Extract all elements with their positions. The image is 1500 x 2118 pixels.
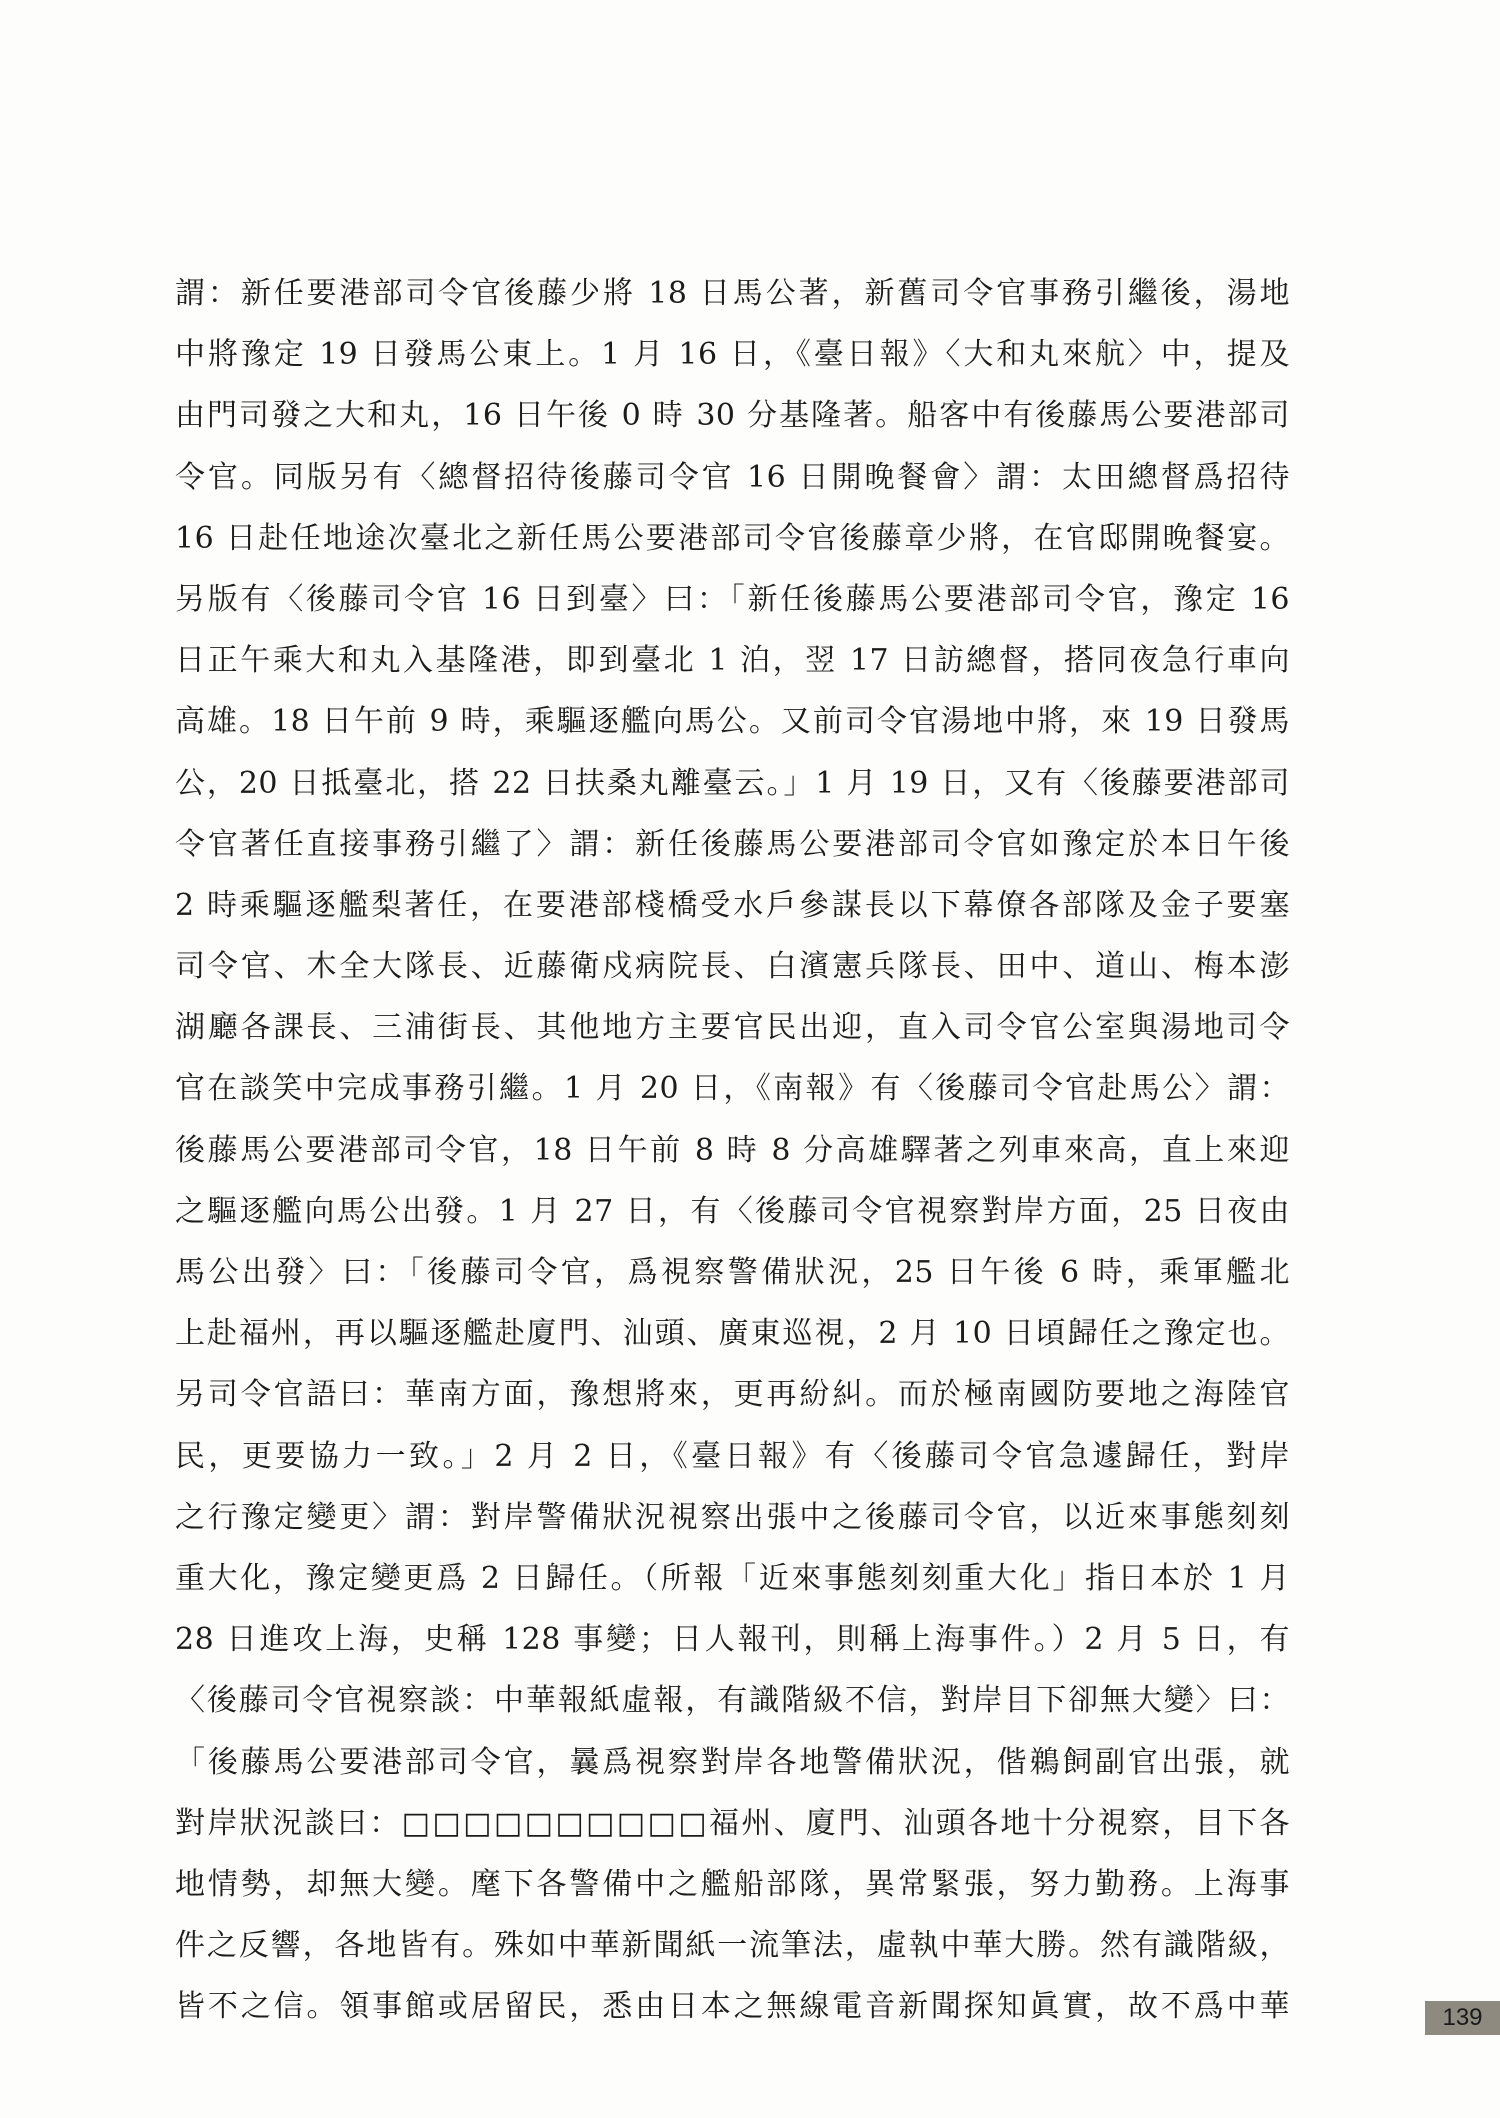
text-line: 日正午乘大和丸入基隆港，即到臺北 1 泊，翌 17 日訪總督，搭同夜急行車向	[175, 643, 1290, 679]
text-line: 公，20 日抵臺北，搭 22 日扶桑丸離臺云。」1 月 19 日，又有〈後藤要港部司	[175, 765, 1290, 801]
text-line: 16 日赴任地途次臺北之新任馬公要港部司令官後藤章少將，在官邸開晚餐宴。	[175, 520, 1290, 556]
text-line: 上赴福州，再以驅逐艦赴廈門、汕頭、廣東巡視，2 月 10 日頃歸任之豫定也。	[175, 1316, 1290, 1352]
body-text	[175, 263, 1290, 2037]
text-line: 由門司發之大和丸，16 日午後 0 時 30 分基隆著。船客中有後藤馬公要港部司	[175, 398, 1290, 434]
text-line: 後藤馬公要港部司令官，18 日午前 8 時 8 分高雄驛著之列車來高，直上來迎	[175, 1132, 1290, 1168]
text-line: 民，更要協力一致。」2 月 2 日，《臺日報》有〈後藤司令官急遽歸任，對岸	[175, 1438, 1290, 1474]
text-line: 謂：新任要港部司令官後藤少將 18 日馬公著，新舊司令官事務引繼後，湯地	[175, 276, 1290, 311]
text-line: 高雄。18 日午前 9 時，乘驅逐艦向馬公。又前司令官湯地中將，來 19 日發馬	[175, 704, 1290, 740]
text-line: 之行豫定變更〉謂：對岸警備狀況視察出張中之後藤司令官，以近來事態刻刻	[175, 1499, 1290, 1535]
text-line: 重大化，豫定變更爲 2 日歸任。（所報「近來事態刻刻重大化」指日本於 1 月	[175, 1560, 1290, 1596]
text-line: 28 日進攻上海，史稱 128 事變；日人報刊，則稱上海事件。）2 月 5 日，有	[175, 1622, 1290, 1658]
text-line: 另版有〈後藤司令官 16 日到臺〉曰：「新任後藤馬公要港部司令官，豫定 16	[175, 581, 1290, 617]
text-line: 地情勢，却無大變。麾下各警備中之艦船部隊，異常緊張，努力勤務。上海事	[175, 1866, 1290, 1902]
text-line: 〈後藤司令官視察談：中華報紙虛報，有識階級不信，對岸目下卻無大變〉曰：	[175, 1683, 1290, 1719]
text-line: 件之反響，各地皆有。殊如中華新聞紙一流筆法，虛執中華大勝。然有識階級，	[175, 1928, 1290, 1964]
text-line: 皆不之信。領事館或居留民，悉由日本之無線電音新聞探知眞實，故不爲中華	[175, 1989, 1290, 2025]
text-line: 2 時乘驅逐艦梨著任，在要港部棧橋受水戶參謀長以下幕僚各部隊及金子要塞	[175, 887, 1290, 923]
text-line: 官在談笑中完成事務引繼。1 月 20 日，《南報》有〈後藤司令官赴馬公〉謂：	[175, 1071, 1290, 1107]
text-line: 另司令官語曰：華南方面，豫想將來，更再紛糾。而於極南國防要地之海陸官	[175, 1377, 1290, 1413]
text-line: 之驅逐艦向馬公出發。1 月 27 日，有〈後藤司令官視察對岸方面，25 日夜由	[175, 1193, 1290, 1229]
text-line: 中將豫定 19 日發馬公東上。1 月 16 日，《臺日報》〈大和丸來航〉中，提及	[175, 337, 1290, 373]
text-line: 司令官、木全大隊長、近藤衛戍病院長、白濱憲兵隊長、田中、道山、梅本澎	[175, 949, 1290, 985]
text-line: 對岸狀況談曰：□□□□□□□□□□福州、廈門、汕頭各地十分視察，目下各	[175, 1805, 1290, 1841]
text-line: 令官著任直接事務引繼了〉謂：新任後藤馬公要港部司令官如豫定於本日午後	[175, 826, 1290, 862]
text-line: 湖廳各課長、三浦街長、其他地方主要官民出迎，直入司令官公室與湯地司令	[175, 1010, 1290, 1046]
page-number: 139	[1425, 2001, 1500, 2035]
text-line: 「後藤馬公要港部司令官，曩爲視察對岸各地警備狀況，偕鵜飼副官出張，就	[175, 1744, 1290, 1780]
text-line: 馬公出發〉曰：「後藤司令官，爲視察警備狀況，25 日午後 6 時，乘軍艦北	[175, 1255, 1290, 1290]
text-line: 令官。同版另有〈總督招待後藤司令官 16 日開晚餐會〉謂：太田總督爲招待	[175, 459, 1290, 495]
